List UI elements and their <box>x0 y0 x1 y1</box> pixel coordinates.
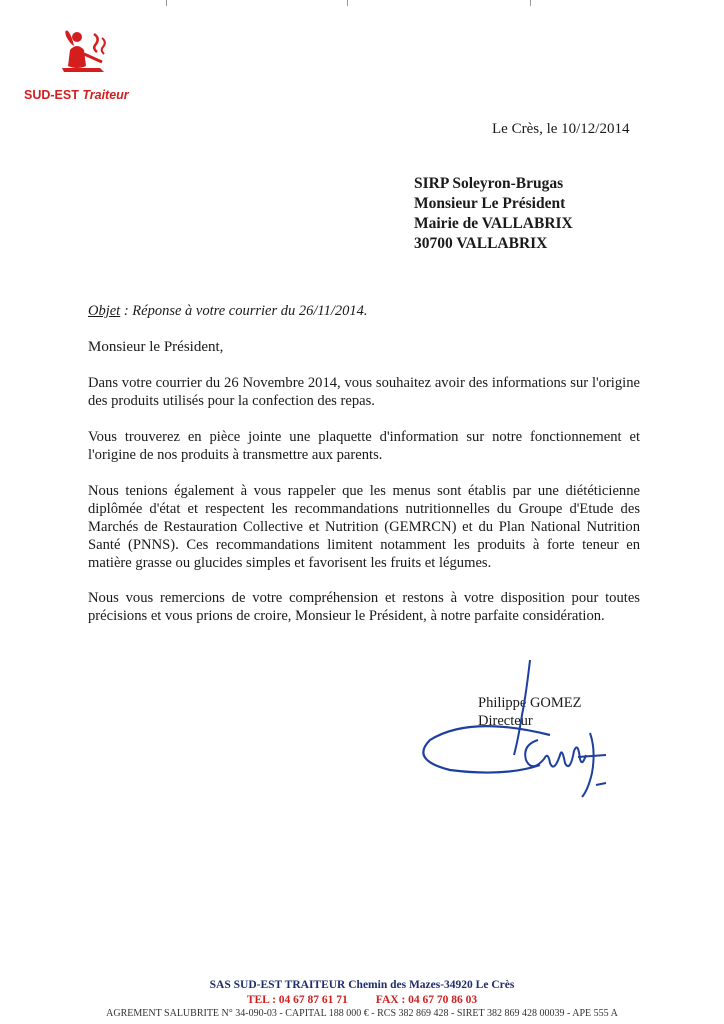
footer-contact <box>0 994 724 1006</box>
company-logo <box>20 28 160 108</box>
footer-fax: FAX : 04 67 70 86 03 <box>375 994 478 1006</box>
footer-company-address: SAS SUD-EST TRAITEUR Chemin des Mazes-34920 Le Crès <box>209 979 515 991</box>
scan-mark <box>530 0 531 6</box>
recipient-line: 30700 VALLABRIX <box>414 235 548 252</box>
subject-line <box>88 303 367 320</box>
subject-text: : Réponse à votre courrier du 26/11/2014. <box>120 303 368 319</box>
letter-date: Le Crès, le 10/12/2014 <box>492 121 630 137</box>
signer-title: Directeur <box>478 713 533 729</box>
subject-label: Objet <box>88 303 121 319</box>
body-paragraph: Nous vous remercions de votre compréhension et restons à votre disposition pour toutes précisions et vous prions de croire, Monsieur le Président, à notre parfaite considération. <box>88 590 640 624</box>
handwritten-signature <box>410 655 620 805</box>
chef-cook-icon <box>60 28 116 86</box>
scan-mark <box>347 0 348 6</box>
body-paragraph: Nous tenions également à vous rappeler que les menus sont établis par une diététicienne diplômée d'état et respectent les recommandations nutritionnelles du Groupe d'Etude des Marchés de Restauration Collective et Nutrition (GEMRCN) et du Plan National Nutrition Santé (PNNS). Ces recommandations limitent notamment les produits à forte teneur en matière grasse ou glucides simples et favorisent les fruits et légumes. <box>88 483 640 571</box>
recipient-line: Monsieur Le Président <box>414 195 566 212</box>
recipient-address <box>414 174 573 254</box>
scan-mark <box>166 0 167 6</box>
salutation: Monsieur le Président, <box>88 339 224 355</box>
recipient-line: Mairie de VALLABRIX <box>414 215 573 232</box>
footer-legal: AGREMENT SALUBRITE N° 34-090-03 - CAPITAL 188 000 € - RCS 382 869 428 - SIRET 382 869 428 00039 - APE 555 A <box>106 1008 618 1019</box>
signer-name: Philippe GOMEZ <box>478 695 582 711</box>
footer-tel: TEL : 04 67 87 61 71 <box>246 994 348 1006</box>
body-paragraph: Vous trouverez en pièce jointe une plaquette d'information sur notre fonctionnement et l'origine de nos produits à transmettre aux parents. <box>88 429 640 463</box>
body-paragraph: Dans votre courrier du 26 Novembre 2014, vous souhaitez avoir des informations sur l'origine des produits utilisés pour la confection des repas. <box>88 375 640 409</box>
company-logo-text: SUD-EST Traiteur <box>24 88 129 102</box>
recipient-line: SIRP Soleyron-Brugas <box>414 175 564 192</box>
